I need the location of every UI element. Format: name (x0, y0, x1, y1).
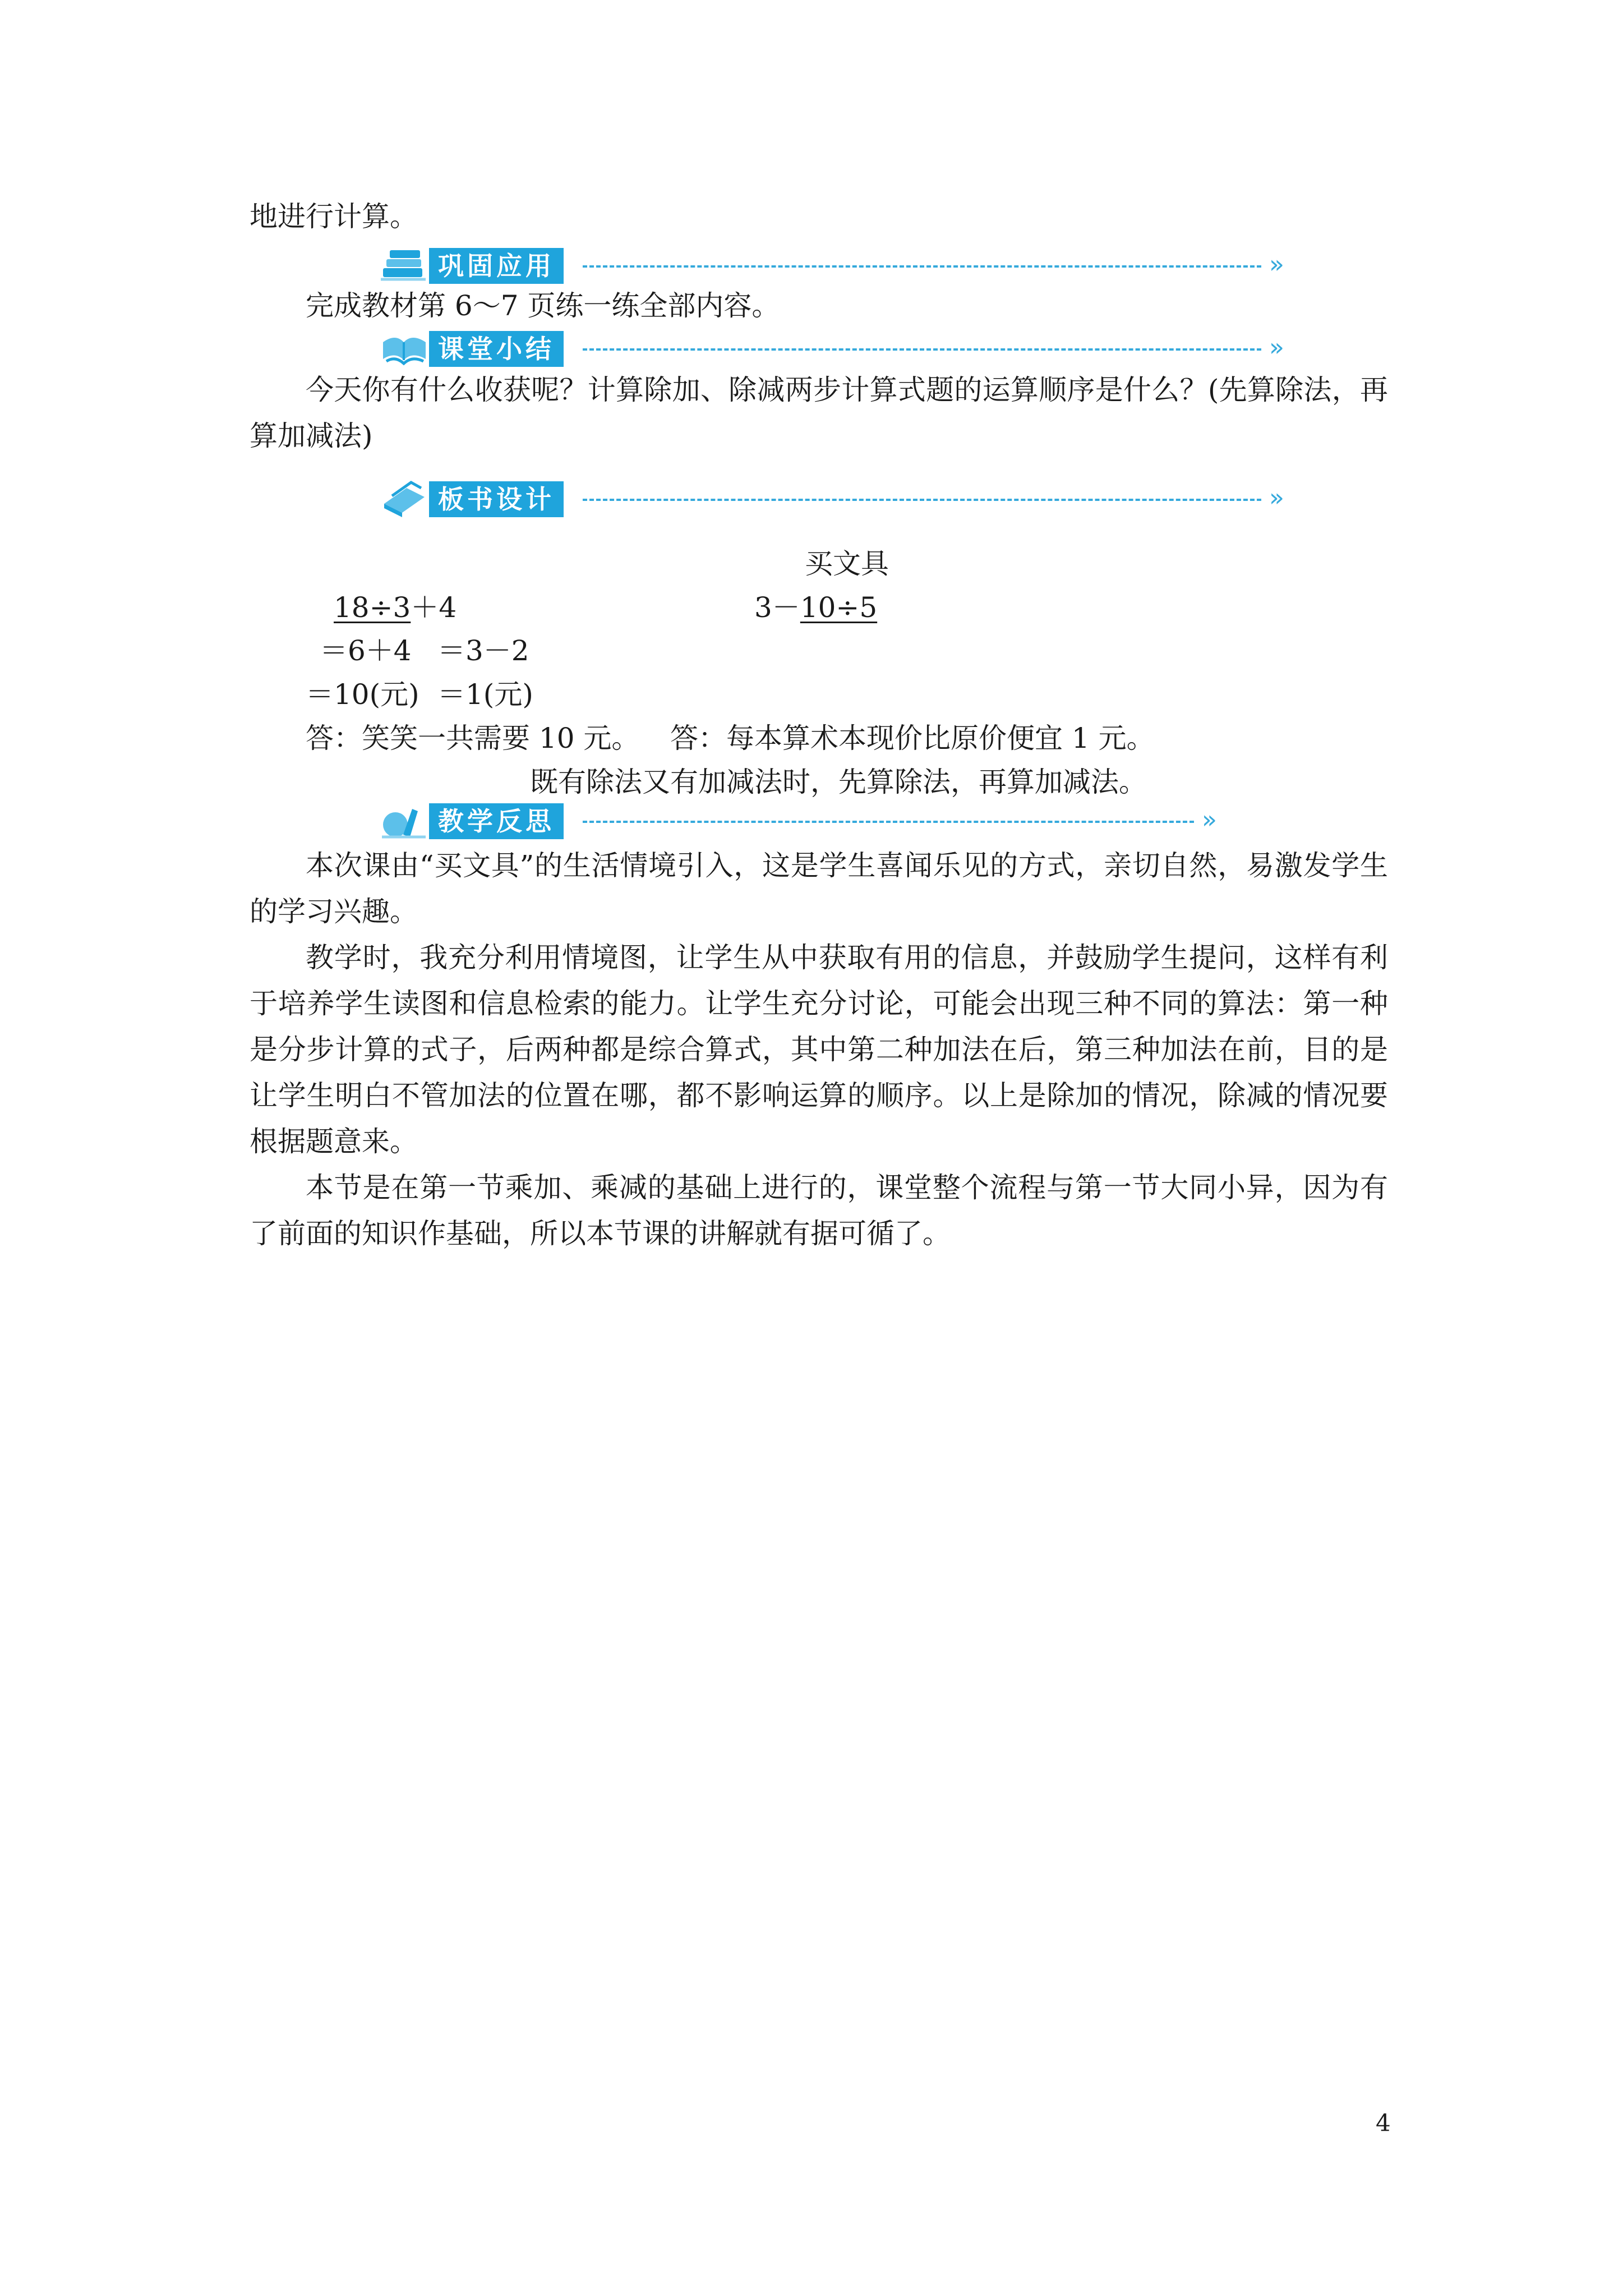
section-title: 教学反思 (429, 803, 564, 839)
arrow-icon: » (1269, 333, 1284, 362)
page-number: 4 (1376, 2109, 1391, 2137)
underlined-operation: 18÷3 (334, 591, 411, 624)
reflection-paragraph-2: 教学时，我充分利用情境图，让学生从中获取有用的信息，并鼓励学生提问，这样有利于培养学生读图和信息检索的能力。让学生充分讨论，可能会出现三种不同的算法：第一种是分步计算的式子，后两种都是综合算式，其中第二种加法在后，第三种加法在前，目的是让学生明白不管加法的位置在哪，都不影响运算的顺序。以上是除加的情况，除减的情况要根据题意来。 (250, 941, 1388, 1158)
dashed-rule (583, 821, 1194, 823)
reflection-paragraph-1: 本次课由“买文具”的生活情境引入，这是学生喜闻乐见的方式，亲切自然，易激发学生的学习兴趣。 (250, 849, 1388, 928)
board-right-expression (754, 585, 877, 630)
continuation-line: 地进行计算。 (250, 200, 418, 233)
dashed-rule (583, 265, 1261, 268)
section-title: 巩固应用 (429, 248, 564, 284)
board-title: 买文具 (805, 547, 889, 580)
dashed-rule (583, 499, 1261, 501)
board-left-answer: 答：笑笑一共需要 10 元。 (306, 722, 640, 754)
section-header-summary (379, 324, 1321, 369)
arrow-icon: » (1269, 484, 1284, 512)
section-header-reflection (379, 797, 1253, 841)
expression-rest: ＋4 (411, 591, 457, 624)
expression-prefix: 3－ (754, 591, 800, 624)
section-header-board (379, 475, 1321, 519)
summary-text: 今天你有什么收获呢？计算除加、除减两步计算式题的运算顺序是什么？(先算除法，再算加减法) (250, 374, 1388, 452)
section-title: 课堂小结 (429, 331, 564, 367)
arrow-icon: » (1269, 250, 1284, 279)
board-left-expression (334, 585, 457, 630)
board-right-step1: ＝3－2 (437, 634, 529, 667)
book-stack-icon (379, 476, 429, 519)
books-icon (379, 242, 429, 286)
board-right-answer: 答：每本算术本现价比原价便宜 1 元。 (670, 722, 1155, 754)
dashed-rule (583, 348, 1261, 351)
board-rule: 既有除法又有加减法时，先算除法，再算加减法。 (530, 766, 1147, 798)
board-right-step2: ＝1(元) (437, 678, 533, 711)
section-header-practice (379, 241, 1321, 286)
section-title: 板书设计 (429, 481, 564, 517)
reflection-paragraph-3: 本节是在第一节乘加、乘减的基础上进行的，课堂整个流程与第一节大同小异，因为有了前面的知识作基础，所以本节课的讲解就有据可循了。 (250, 1171, 1388, 1250)
board-left-step1: ＝6＋4 (320, 634, 412, 667)
arrow-icon: » (1202, 806, 1217, 834)
reflection-icon (379, 798, 429, 841)
practice-text: 完成教材第 6～7 页练一练全部内容。 (306, 289, 780, 322)
board-left-step2: ＝10(元) (306, 678, 419, 711)
book-open-icon (379, 325, 429, 369)
underlined-operation: 10÷5 (800, 591, 878, 624)
